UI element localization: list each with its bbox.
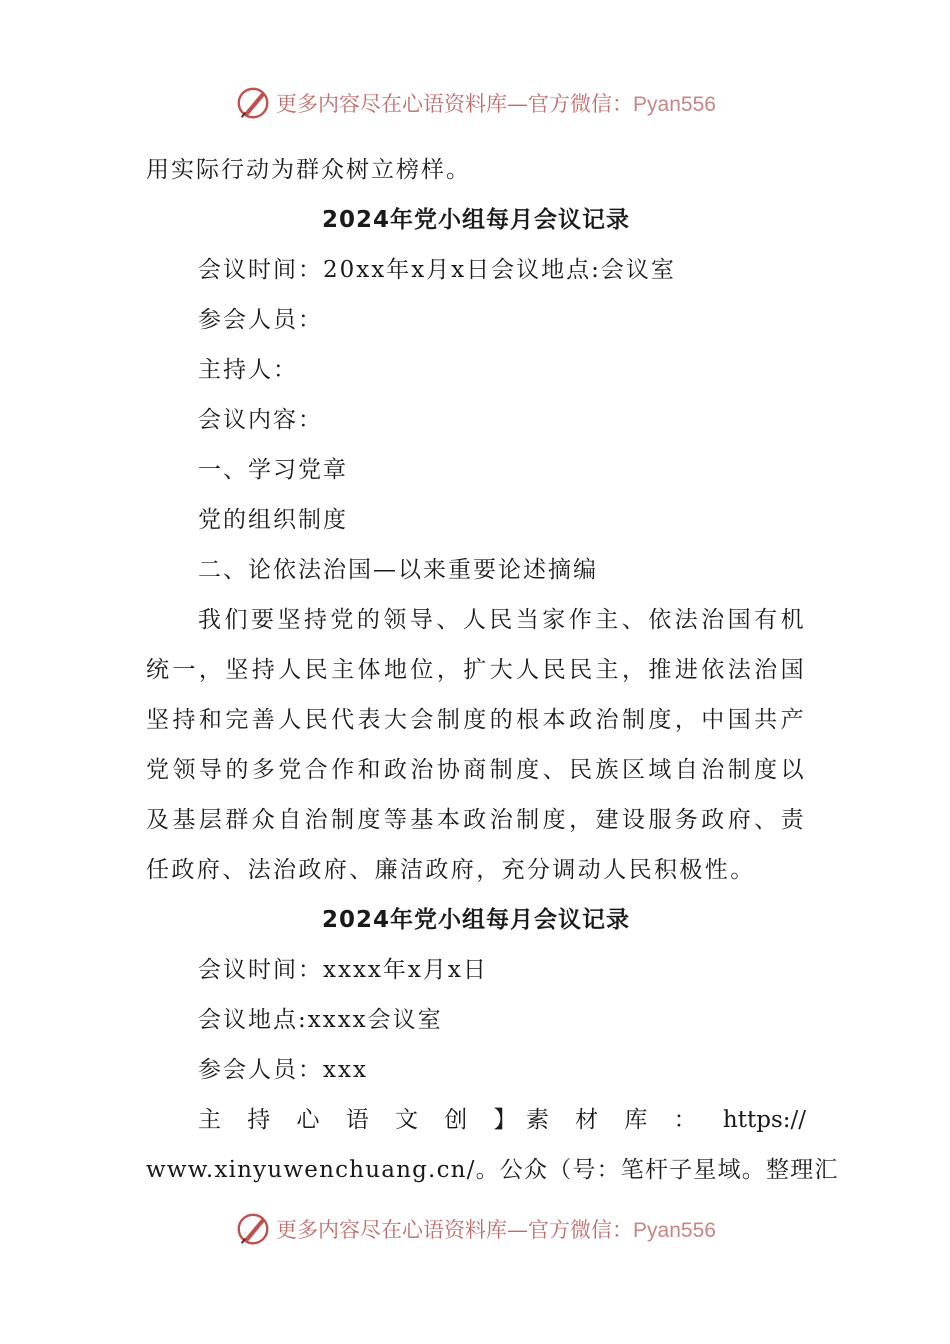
quill-seal-logo-icon <box>234 1210 272 1248</box>
quill-seal-logo-icon <box>234 84 272 122</box>
item-subheading: 党的组织制度 <box>198 507 348 533</box>
host-line-continued: www.xinyuwenchuang.cn/。公众（号：笔杆子星域。整理汇 <box>146 1157 839 1183</box>
header-watermark <box>0 83 950 123</box>
section-title: 2024年党小组每月会议记录 <box>321 907 630 933</box>
attendees-line: 参会人员：xxx <box>198 1057 368 1083</box>
item-heading: 一、学习党章 <box>198 457 348 483</box>
content-label: 会议内容： <box>198 407 323 433</box>
meeting-place: 会议地点:xxxx会议室 <box>198 1007 443 1033</box>
host-line: 主 持 心 语 文 创 】素 材 库 ： https:// <box>198 1107 806 1133</box>
text-line: 用实际行动为群众树立榜样。 <box>146 157 471 183</box>
meeting-time: 会议时间：xxxx年x月x日 <box>198 957 488 983</box>
attendees-label: 参会人员： <box>198 307 323 333</box>
watermark-text: 更多内容尽在心语资料库—官方微信：Pyan556 <box>276 1218 716 1242</box>
host-label: 主持人： <box>198 357 298 383</box>
footer-watermark <box>0 1209 950 1249</box>
document-body <box>146 145 839 1195</box>
watermark-text: 更多内容尽在心语资料库—官方微信：Pyan556 <box>276 92 716 116</box>
section-title: 2024年党小组每月会议记录 <box>321 207 630 233</box>
item-heading: 二、论依法治国—以来重要论述摘编 <box>198 557 598 583</box>
body-paragraph: 我们要坚持党的领导、人民当家作主、依法治国有机统一，坚持人民主体地位，扩大人民民主，推进依法治国坚持和完善人民代表大会制度的根本政治制度，中国共产党领导的多党合作和政治协商制度、民族区域自治制度以及基层群众自治制度等基本政治制度，建设服务政府、责任政府、法治政府、廉洁政府，充分调动人民积极性。 <box>146 607 806 883</box>
meeting-time-place: 会议时间：20xx年x月x日会议地点:会议室 <box>198 257 676 283</box>
